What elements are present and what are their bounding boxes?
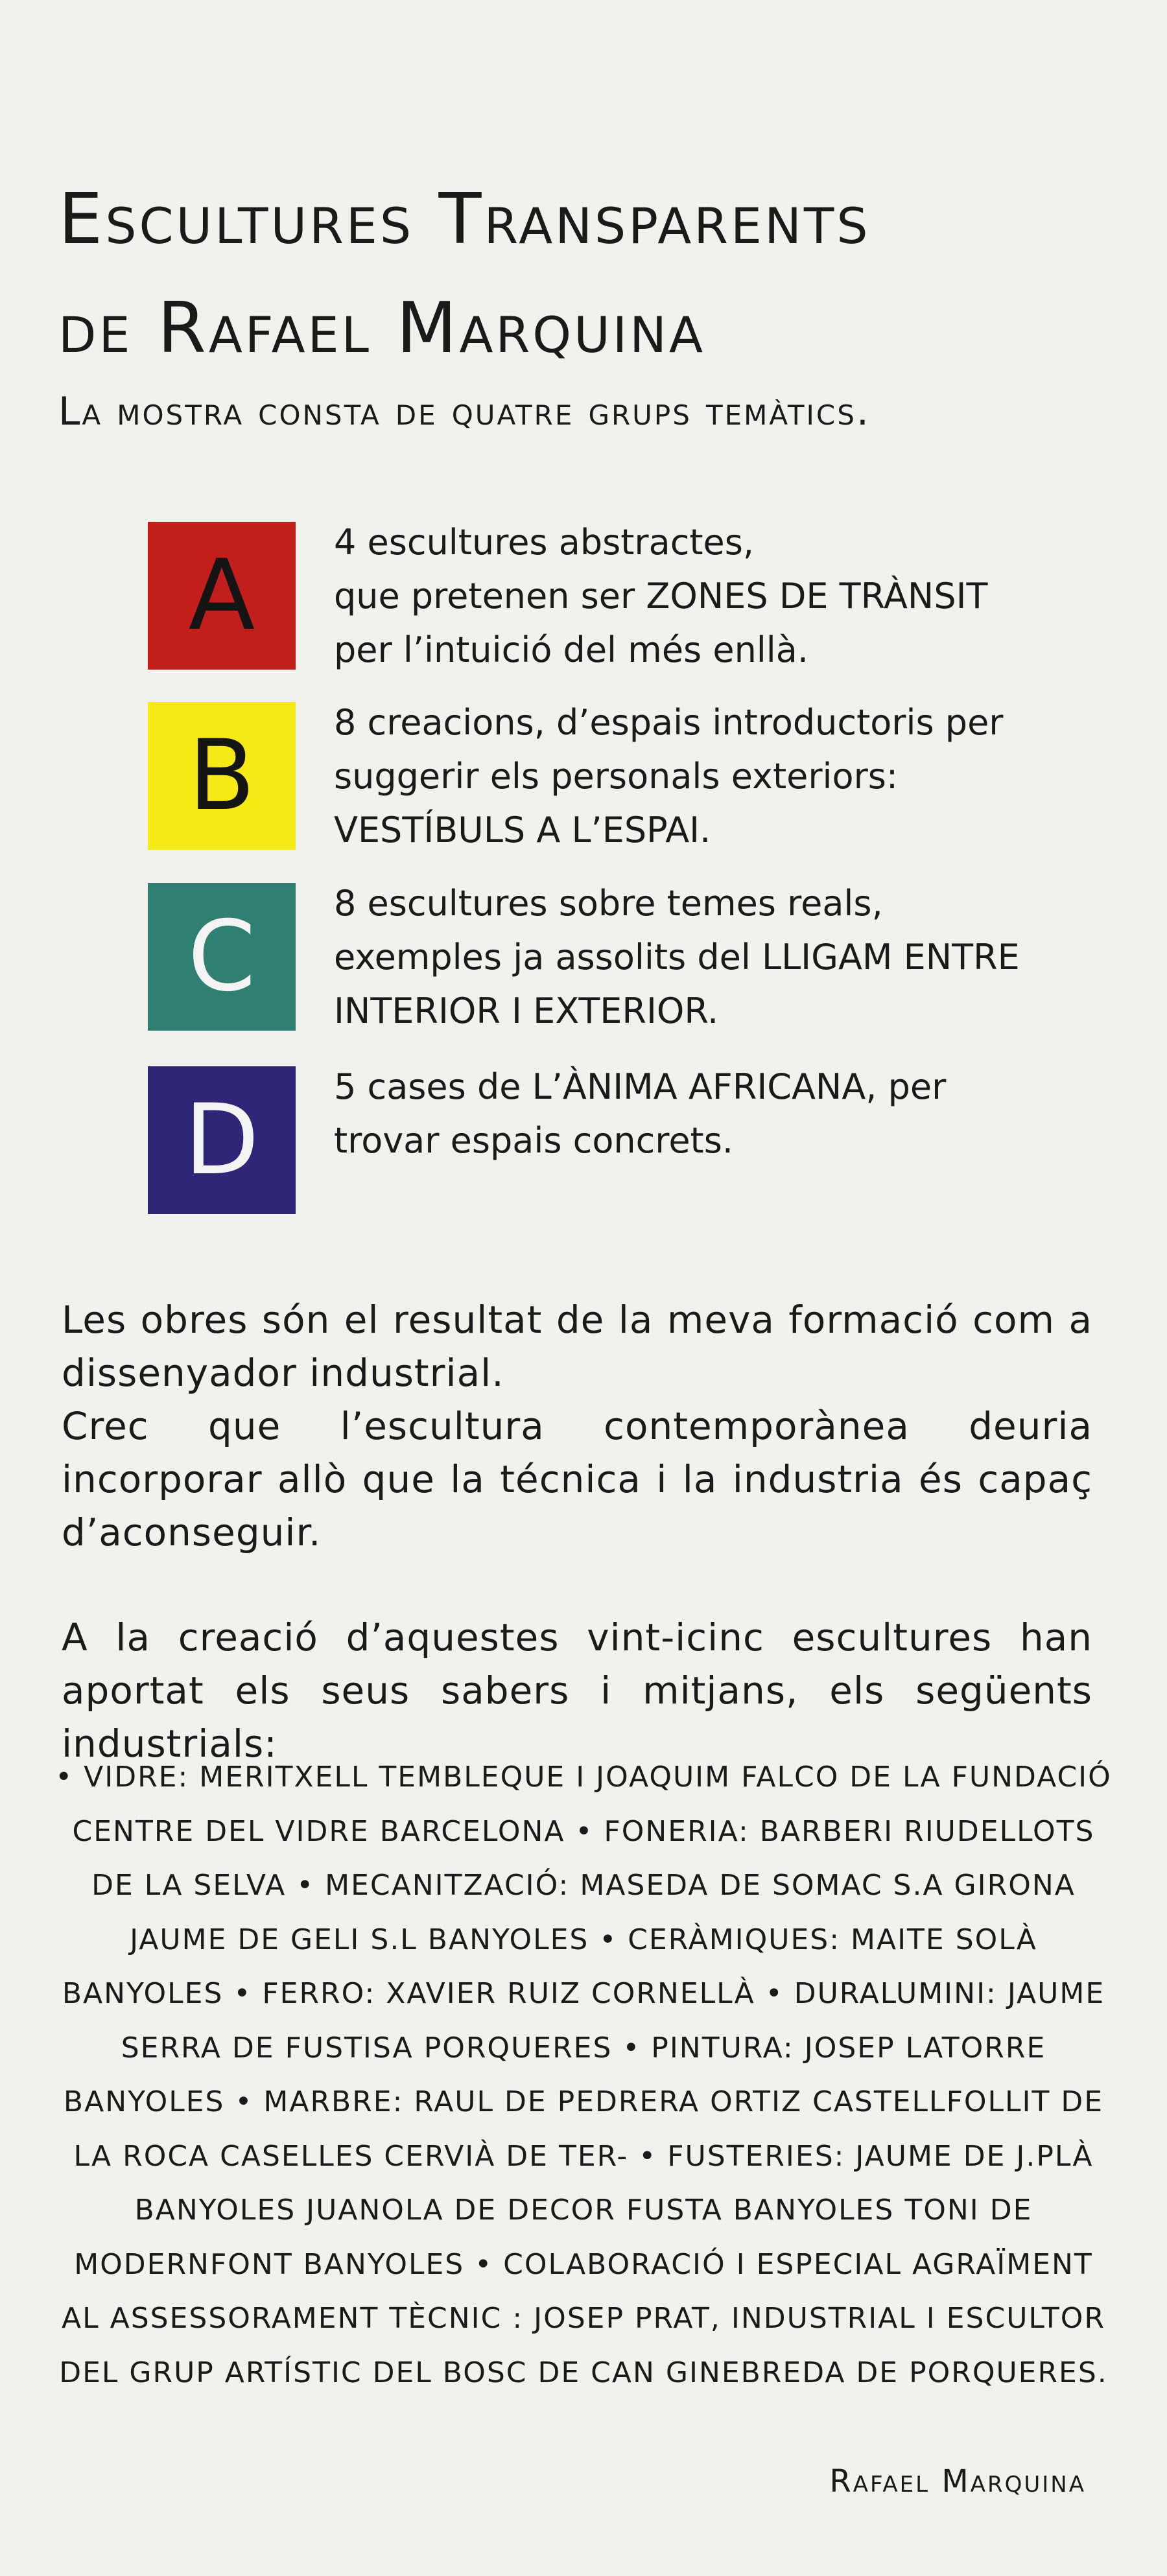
artist-statement	[62, 1293, 1092, 1770]
paragraph-spacer	[62, 1559, 1092, 1611]
statement-paragraph-1: Les obres són el resultat de la meva formació com a dissenyador industrial.	[62, 1298, 1092, 1395]
group-a-description: 4 escultures abstractes, que pretenen ser ZONES DE TRÀNSIT per l’intuició del més enllà.	[334, 522, 988, 670]
statement-paragraph-2: Crec que l’escultura contemporànea deuria incorporar allò que la técnica i la industria és capaç d’aconseguir.	[62, 1404, 1092, 1554]
group-b-letter: B	[188, 720, 255, 832]
subtitle: La mostra consta de quatre grups temàtics.	[58, 389, 871, 434]
credits-list: • VIDRE: MERITXELL TEMBLEQUE I JOAQUIM FALCO DE LA FUNDACIÓ CENTRE DEL VIDRE BARCELONA • FONERIA: BARBERI RIUDELLOTS DE LA SELVA • MECANITZACIÓ: MASEDA DE SOMAC S.A GIRONA JAUME DE GELI S.L BANYOLES • CERÀMIQUES: MAITE SOLÀ BANYOLES • FERRO: XAVIER RUIZ CORNELLÀ • DURALUMINI: JAUME SERRA DE FUSTISA PORQUERES • PINTURA: JOSEP LATORRE BANYOLES • MARBRE: RAUL DE PEDRERA ORTIZ CASTELLFOLLIT DE LA ROCA CASELLES CERVIÀ DE TER- • FUSTERIES: JAUME DE J.PLÀ BANYOLES JUANOLA DE DECOR FUSTA BANYOLES TONI DE MODERNFONT BANYOLES • COLABORACIÓ I ESPECIAL AGRAÏMENT AL ASSESSORAMENT TÈCNIC : JOSEP PRAT, INDUSTRIAL I ESCULTOR DEL GRUP ARTÍSTIC DEL BOSC DE CAN GINEBREDA DE PORQUERES.	[55, 1761, 1112, 2389]
page-title	[58, 165, 1128, 383]
title-line-2: de Rafael Marquina	[58, 288, 706, 369]
title-line-1: Escultures Transparents	[58, 179, 871, 260]
group-d-description: 5 cases de L’ÀNIMA AFRICANA, per trovar espais concrets.	[334, 1066, 947, 1161]
group-d-badge	[148, 1066, 296, 1214]
group-c-badge	[148, 883, 296, 1031]
signature: Rafael Marquina	[829, 2463, 1086, 2500]
group-c-letter: C	[187, 900, 256, 1013]
statement-paragraph-3: A la creació d’aquestes vint-icinc escultures han aportat els seus sabers i mitjans, els següents industrials:	[62, 1615, 1092, 1766]
group-a-letter: A	[188, 539, 255, 652]
group-b-badge	[148, 702, 296, 850]
group-b-description: 8 creacions, d’espais introductoris per suggerir els personals exteriors: VESTÍBULS A L’ESPAI.	[334, 702, 1004, 850]
group-a-badge	[148, 522, 296, 670]
group-c-description: 8 escultures sobre temes reals, exemples ja assolits del LLIGAM ENTRE INTERIOR I EXTERIOR.	[334, 883, 1020, 1031]
group-d-letter: D	[184, 1084, 259, 1197]
